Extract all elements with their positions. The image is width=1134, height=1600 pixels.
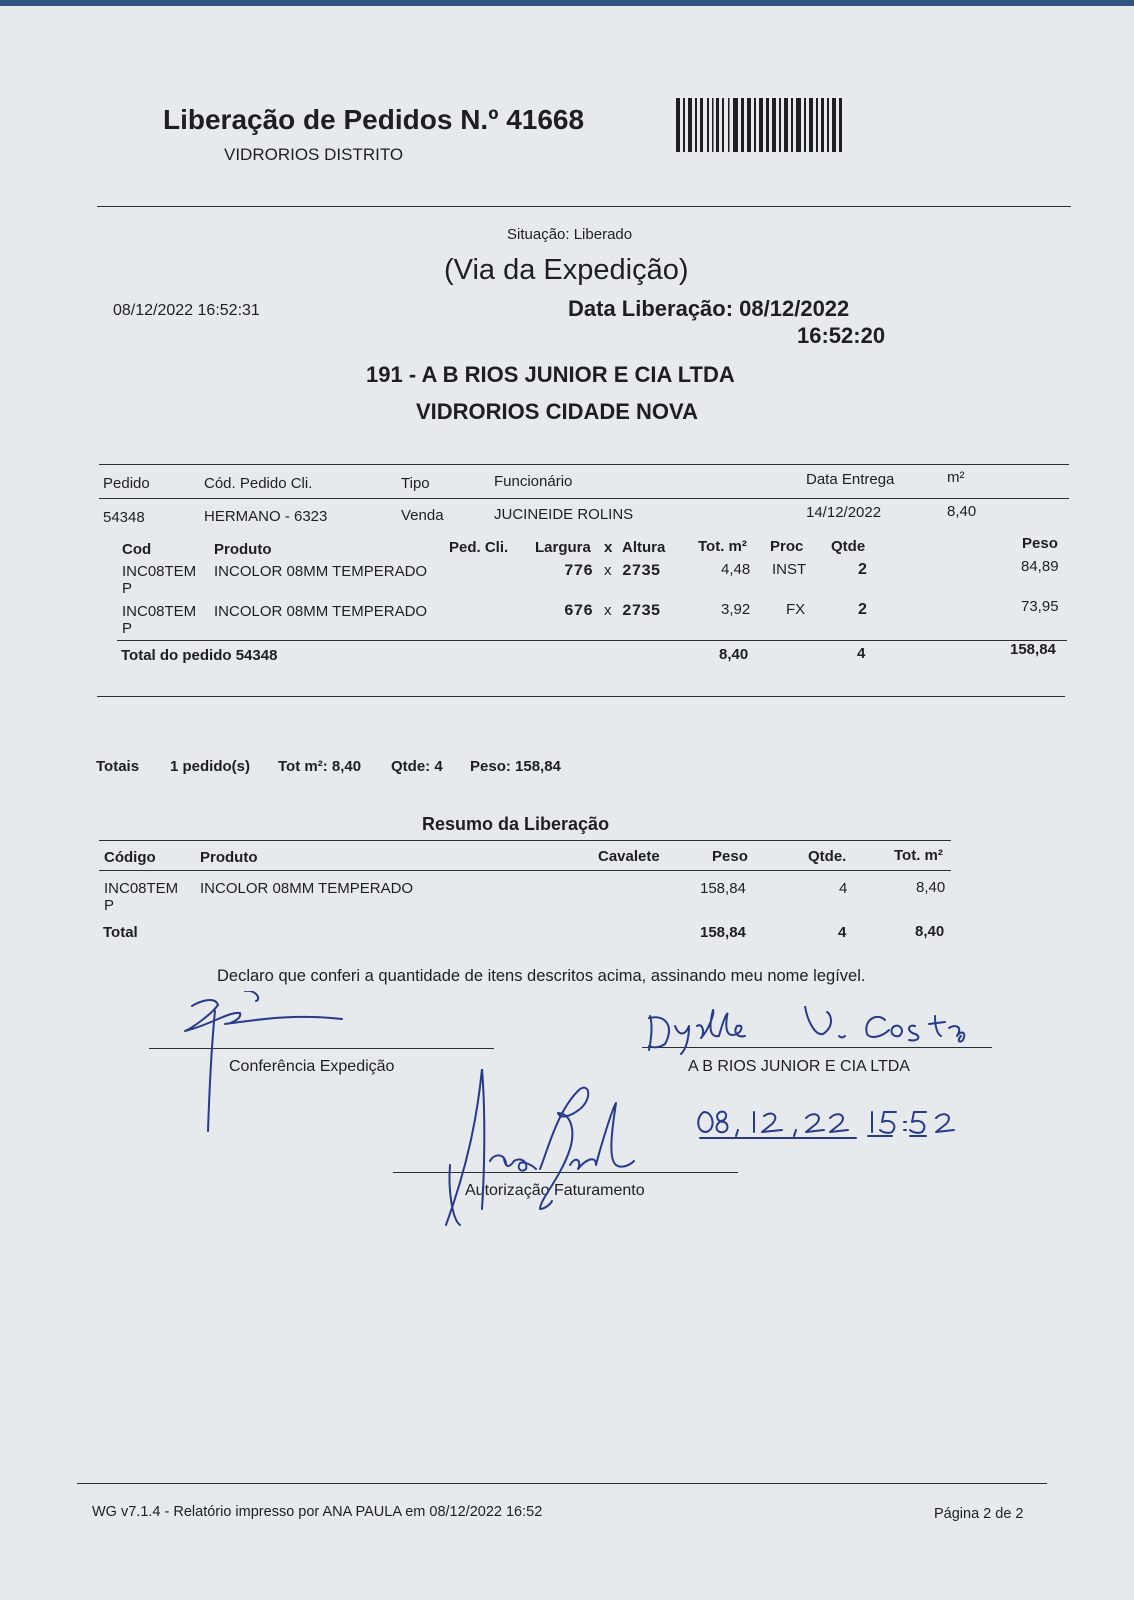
order-total-m2: 8,40 — [719, 646, 749, 663]
issuer-name: VIDRORIOS DISTRITO — [224, 145, 404, 164]
summary-row-peso: 158,84 — [700, 880, 746, 897]
summary-total-peso: 158,84 — [700, 924, 746, 941]
item-col-cod: Cod — [122, 541, 152, 558]
order-total-qtde: 4 — [857, 645, 866, 662]
signature-client — [645, 1006, 995, 1056]
totals-pedidos: 1 pedido(s) — [170, 758, 251, 775]
copy-label: (Via da Expedição) — [444, 254, 689, 286]
footer-page-number: Página 2 de 2 — [934, 1506, 1024, 1522]
summary-top-rule — [99, 840, 951, 841]
footer-print-info: WG v7.1.4 - Relatório impresso por ANA PAULA em 08/12/2022 16:52 — [92, 1504, 543, 1520]
printed-datetime: 08/12/2022 16:52:31 — [113, 302, 260, 319]
item-altura: 2735 — [622, 562, 661, 580]
summary-col-codigo: Código — [104, 849, 156, 866]
summary-col-peso: Peso — [712, 848, 748, 865]
col-funcionario-header: Funcionário — [494, 473, 573, 490]
item-produto: INCOLOR 08MM TEMPERADO — [214, 603, 428, 620]
handwritten-date — [696, 1102, 986, 1142]
summary-total-qtde: 4 — [838, 924, 847, 941]
item-cod: INC08TEM — [122, 603, 197, 620]
item-peso: 84,89 — [1021, 558, 1059, 575]
summary-total-label: Total — [103, 924, 138, 941]
summary-row-codigo-wrap: P — [104, 897, 115, 914]
barcode — [676, 98, 846, 152]
order-table-top-rule — [99, 464, 1069, 465]
item-col-peso: Peso — [1022, 535, 1058, 552]
item-tot-m2: 3,92 — [721, 601, 751, 618]
order-header-rule — [99, 498, 1069, 499]
summary-col-produto: Produto — [200, 849, 258, 866]
summary-col-qtde: Qtde. — [808, 848, 847, 865]
totals-label: Totais — [96, 758, 140, 775]
item-produto: INCOLOR 08MM TEMPERADO — [214, 563, 428, 580]
item-x: x — [604, 562, 612, 579]
summary-total-tot-m2: 8,40 — [915, 923, 945, 940]
footer-rule — [77, 1483, 1047, 1484]
item-qtde: 2 — [858, 561, 867, 578]
order-bottom-rule — [97, 696, 1065, 697]
item-cod: INC08TEM — [122, 563, 197, 580]
item-col-largura: Largura — [535, 539, 591, 556]
signature-autorizacao — [440, 1069, 650, 1229]
summary-row-codigo: INC08TEM — [104, 880, 179, 897]
document-page — [0, 6, 1134, 1600]
item-col-qtde: Qtde — [831, 538, 866, 555]
order-data-entrega: 14/12/2022 — [806, 504, 882, 521]
item-col-ped-cli: Ped. Cli. — [449, 539, 509, 556]
situation-label: Situação: Liberado — [507, 226, 633, 243]
signature-label-client: A B RIOS JUNIOR E CIA LTDA — [688, 1058, 910, 1075]
order-total-peso: 158,84 — [1010, 641, 1056, 658]
client-name: 191 - A B RIOS JUNIOR E CIA LTDA — [366, 362, 735, 387]
col-data-entrega-header: Data Entrega — [806, 471, 895, 488]
order-total-rule — [117, 640, 1067, 641]
item-proc: INST — [772, 561, 807, 578]
item-peso: 73,95 — [1021, 598, 1059, 615]
order-total-label: Total do pedido 54348 — [121, 647, 278, 664]
col-cod-cli-header: Cód. Pedido Cli. — [204, 475, 313, 492]
item-largura: 776 — [564, 562, 593, 580]
totals-peso: Peso: 158,84 — [470, 758, 561, 775]
summary-col-cavalete: Cavalete — [598, 848, 660, 865]
order-funcionario: JUCINEIDE ROLINS — [494, 506, 634, 523]
signature-conferencia — [170, 991, 360, 1141]
release-date: Data Liberação: 08/12/2022 — [568, 296, 850, 321]
item-col-produto: Produto — [214, 541, 272, 558]
item-col-x: x — [604, 539, 613, 556]
release-time: 16:52:20 — [797, 323, 886, 348]
item-col-proc: Proc — [770, 538, 804, 555]
item-proc: FX — [786, 601, 806, 618]
order-m2: 8,40 — [947, 503, 977, 520]
col-tipo-header: Tipo — [401, 475, 430, 492]
item-largura: 676 — [564, 602, 593, 620]
item-x: x — [604, 602, 612, 619]
signature-label-conferencia: Conferência Expedição — [229, 1058, 395, 1075]
totals-qtde: Qtde: 4 — [391, 758, 443, 775]
order-tipo: Venda — [401, 507, 444, 524]
totals-m2: Tot m²: 8,40 — [278, 758, 362, 775]
order-pedido: 54348 — [103, 509, 145, 526]
summary-row-produto: INCOLOR 08MM TEMPERADO — [200, 880, 414, 897]
header-divider — [97, 206, 1071, 207]
summary-header-rule — [99, 870, 951, 871]
item-cod-wrap: P — [122, 620, 133, 637]
document-title: Liberação de Pedidos N.º 41668 — [163, 104, 585, 135]
summary-col-tot-m2: Tot. m² — [894, 847, 943, 864]
col-m2-header: m² — [947, 469, 965, 486]
item-tot-m2: 4,48 — [721, 561, 751, 578]
summary-title: Resumo da Liberação — [422, 814, 610, 834]
order-cod-cli: HERMANO - 6323 — [204, 508, 328, 525]
signature-label-autorizacao: Autorização Faturamento — [465, 1182, 645, 1199]
item-qtde: 2 — [858, 601, 867, 618]
item-col-tot-m2: Tot. m² — [698, 538, 747, 555]
client-branch: VIDRORIOS CIDADE NOVA — [416, 399, 698, 424]
item-cod-wrap: P — [122, 580, 133, 597]
summary-row-qtde: 4 — [839, 880, 848, 897]
summary-row-tot-m2: 8,40 — [916, 879, 946, 896]
col-pedido-header: Pedido — [103, 475, 150, 492]
item-altura: 2735 — [622, 602, 661, 620]
item-col-altura: Altura — [622, 539, 666, 556]
declaration-text: Declaro que conferi a quantidade de itens descritos acima, assinando meu nome legível. — [217, 967, 866, 985]
